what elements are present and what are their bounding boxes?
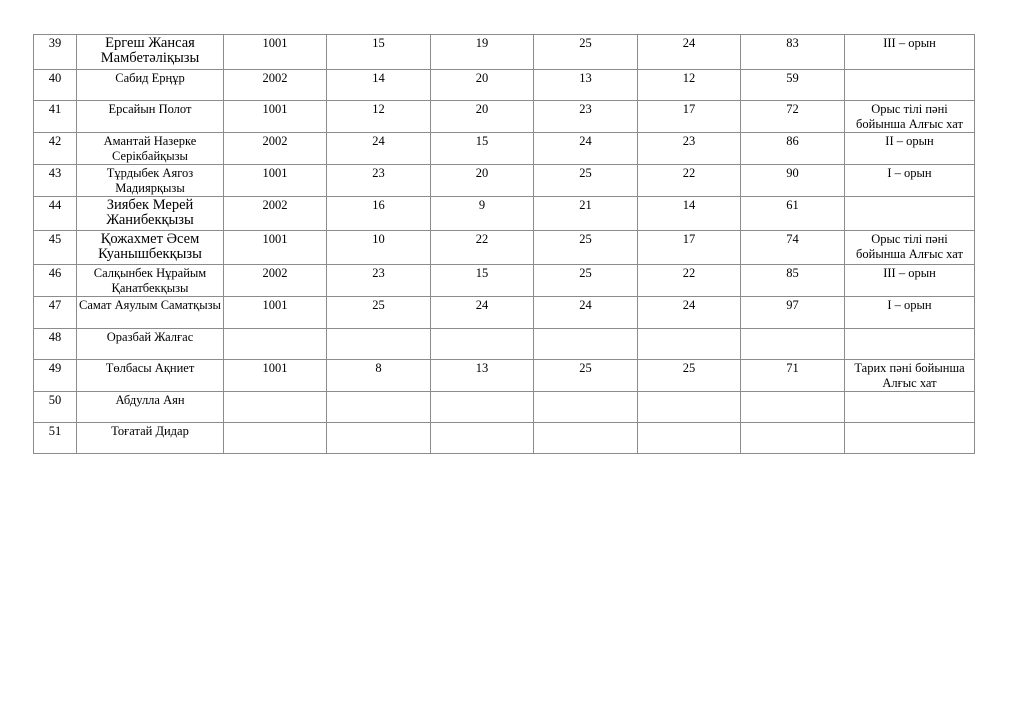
score-cell: 20: [431, 101, 534, 133]
total-cell: [741, 329, 845, 360]
score-cell: 14: [638, 197, 741, 231]
results-table: [33, 34, 975, 454]
code-cell: [224, 392, 327, 423]
score-cell: 25: [534, 231, 638, 265]
table-row: [34, 231, 975, 265]
code-cell: 1001: [224, 165, 327, 197]
student-name: Зиябек Мерей Жанибекқызы: [77, 197, 224, 231]
table-row: [34, 197, 975, 231]
total-cell: 61: [741, 197, 845, 231]
score-cell: 19: [431, 35, 534, 70]
table-row: [34, 329, 975, 360]
student-name: Салқынбек Нұрайым Қанатбекқызы: [77, 265, 224, 297]
award-cell: [845, 392, 975, 423]
score-cell: 25: [534, 35, 638, 70]
award-cell: І – орын: [845, 297, 975, 329]
score-cell: 16: [327, 197, 431, 231]
score-cell: [534, 329, 638, 360]
student-name: Самат Аяулым Саматқызы: [77, 297, 224, 329]
award-cell: [845, 423, 975, 454]
table-row: [34, 101, 975, 133]
total-cell: 86: [741, 133, 845, 165]
score-cell: 23: [638, 133, 741, 165]
table-row: [34, 265, 975, 297]
score-cell: 22: [431, 231, 534, 265]
student-name: Абдулла Аян: [77, 392, 224, 423]
score-cell: 24: [431, 297, 534, 329]
table-row: [34, 70, 975, 101]
score-cell: 25: [638, 360, 741, 392]
code-cell: 2002: [224, 197, 327, 231]
score-cell: [431, 423, 534, 454]
score-cell: 22: [638, 265, 741, 297]
total-cell: 90: [741, 165, 845, 197]
score-cell: 15: [431, 265, 534, 297]
score-cell: 23: [534, 101, 638, 133]
student-name: Ергеш Жансая Мамбетәліқызы: [77, 35, 224, 70]
total-cell: 74: [741, 231, 845, 265]
score-cell: 15: [327, 35, 431, 70]
total-cell: 72: [741, 101, 845, 133]
total-cell: 59: [741, 70, 845, 101]
score-cell: 8: [327, 360, 431, 392]
row-number: 39: [34, 35, 77, 70]
row-number: 46: [34, 265, 77, 297]
score-cell: [638, 329, 741, 360]
table-row: [34, 165, 975, 197]
score-cell: 23: [327, 165, 431, 197]
row-number: 49: [34, 360, 77, 392]
score-cell: 24: [534, 133, 638, 165]
score-cell: 10: [327, 231, 431, 265]
score-cell: 25: [327, 297, 431, 329]
row-number: 41: [34, 101, 77, 133]
score-cell: [327, 392, 431, 423]
row-number: 50: [34, 392, 77, 423]
score-cell: 24: [327, 133, 431, 165]
award-cell: Орыс тілі пәні бойынша Алғыс хат: [845, 101, 975, 133]
score-cell: [638, 392, 741, 423]
score-cell: [431, 392, 534, 423]
score-cell: [327, 423, 431, 454]
code-cell: 2002: [224, 70, 327, 101]
code-cell: 1001: [224, 101, 327, 133]
code-cell: 1001: [224, 231, 327, 265]
score-cell: [327, 329, 431, 360]
code-cell: 2002: [224, 133, 327, 165]
score-cell: 20: [431, 165, 534, 197]
total-cell: 83: [741, 35, 845, 70]
student-name: Ерсайын Полот: [77, 101, 224, 133]
total-cell: 97: [741, 297, 845, 329]
table-row: [34, 392, 975, 423]
score-cell: 24: [638, 297, 741, 329]
score-cell: 21: [534, 197, 638, 231]
award-cell: ІІІ – орын: [845, 35, 975, 70]
award-cell: ІІІ – орын: [845, 265, 975, 297]
code-cell: 1001: [224, 297, 327, 329]
score-cell: 12: [638, 70, 741, 101]
score-cell: 24: [534, 297, 638, 329]
total-cell: 85: [741, 265, 845, 297]
row-number: 43: [34, 165, 77, 197]
code-cell: 1001: [224, 35, 327, 70]
row-number: 44: [34, 197, 77, 231]
score-cell: 17: [638, 231, 741, 265]
code-cell: 1001: [224, 360, 327, 392]
score-cell: [534, 423, 638, 454]
table-row: [34, 35, 975, 70]
student-name: Сабид Ерңұр: [77, 70, 224, 101]
score-cell: 22: [638, 165, 741, 197]
student-name: Тұрдыбек Аягоз Мадиярқызы: [77, 165, 224, 197]
total-cell: [741, 392, 845, 423]
table-row: [34, 360, 975, 392]
score-cell: 13: [431, 360, 534, 392]
score-cell: [638, 423, 741, 454]
score-cell: 17: [638, 101, 741, 133]
score-cell: 9: [431, 197, 534, 231]
code-cell: [224, 329, 327, 360]
student-name: Оразбай Жалғас: [77, 329, 224, 360]
score-cell: 13: [534, 70, 638, 101]
award-cell: [845, 329, 975, 360]
row-number: 51: [34, 423, 77, 454]
row-number: 47: [34, 297, 77, 329]
score-cell: 25: [534, 265, 638, 297]
award-cell: [845, 70, 975, 101]
score-cell: 14: [327, 70, 431, 101]
code-cell: 2002: [224, 265, 327, 297]
total-cell: [741, 423, 845, 454]
student-name: Тоғатай Дидар: [77, 423, 224, 454]
row-number: 40: [34, 70, 77, 101]
award-cell: Тарих пәні бойынша Алғыс хат: [845, 360, 975, 392]
table-row: [34, 423, 975, 454]
code-cell: [224, 423, 327, 454]
total-cell: 71: [741, 360, 845, 392]
score-cell: [534, 392, 638, 423]
table-row: [34, 297, 975, 329]
student-name: Қожахмет Әсем Куанышбекқызы: [77, 231, 224, 265]
award-cell: ІІ – орын: [845, 133, 975, 165]
score-cell: 15: [431, 133, 534, 165]
award-cell: Орыс тілі пәні бойынша Алғыс хат: [845, 231, 975, 265]
score-cell: [431, 329, 534, 360]
score-cell: 20: [431, 70, 534, 101]
score-cell: 25: [534, 165, 638, 197]
score-cell: 24: [638, 35, 741, 70]
score-cell: 25: [534, 360, 638, 392]
score-cell: 12: [327, 101, 431, 133]
table-row: [34, 133, 975, 165]
student-name: Амантай Назерке Серікбайқызы: [77, 133, 224, 165]
row-number: 42: [34, 133, 77, 165]
student-name: Төлбасы Ақниет: [77, 360, 224, 392]
row-number: 45: [34, 231, 77, 265]
row-number: 48: [34, 329, 77, 360]
score-cell: 23: [327, 265, 431, 297]
award-cell: [845, 197, 975, 231]
award-cell: І – орын: [845, 165, 975, 197]
